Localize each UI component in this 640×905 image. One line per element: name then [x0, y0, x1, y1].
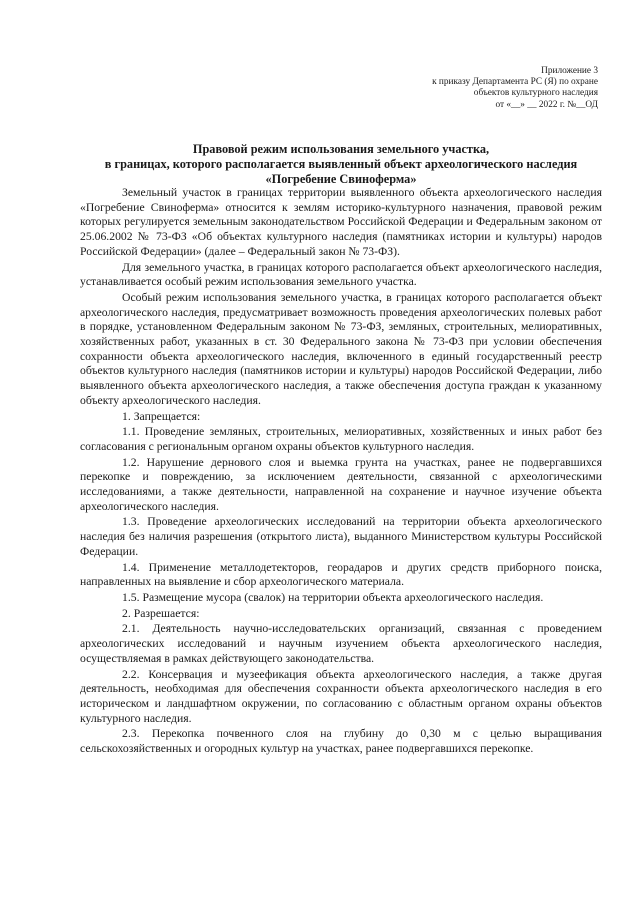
- section-heading: 2. Разрешается:: [122, 606, 200, 620]
- paragraph: 2.2. Консервация и музеефикация объекта археологического наследия, а также другая деятельность, необходимая для обеспечения сохранности объекта археологического наследия в его историческом и ландшафтном окружении, по согласованию с областным органом охраны объектов культурного наследия.: [80, 667, 602, 725]
- paragraph: 1.1. Проведение земляных, строительных, мелиоративных, хозяйственных и иных работ без согласования с региональным органом охраны объектов культурного наследия.: [80, 425, 602, 453]
- document-body: [80, 186, 602, 758]
- title-line-1: Правовой режим использования земельного участка,: [192, 142, 490, 156]
- appendix-number: Приложение 3: [541, 66, 598, 76]
- title-line-3: «Погребение Свиноферма»: [265, 172, 417, 187]
- paragraph: 1.3. Проведение археологических исследований на территории объекта археологического наследия без наличия разрешения (открытого листа), выданного Министерством культуры Российской Федерации.: [80, 515, 602, 558]
- document-title: [80, 142, 602, 188]
- order-reference: к приказу Департамента РС (Я) по охране: [432, 77, 598, 88]
- paragraph: 2.1. Деятельность научно-исследовательских организаций, связанная с проведением археологических исследований и научным изучением объекта археологического наследия, осуществляемая в рамках действующего законодательства.: [80, 622, 602, 665]
- title-line-2: в границах, которого располагается выявленный объект археологического наследия: [104, 157, 578, 172]
- order-reference-cont: объектов культурного наследия: [473, 88, 598, 99]
- paragraph: 2.3. Перекопка почвенного слоя на глубину до 0,30 м с целью выращивания сельскохозяйственных и огородных культур на участках, ранее подвергавшихся перекопке.: [80, 727, 602, 756]
- paragraph: 1.4. Применение металлодетекторов, георадаров и других средств приборного поиска, направленных на выявление и сбор археологического материала.: [80, 560, 602, 589]
- paragraph: 1.5. Размещение мусора (свалок) на территории объекта археологического наследия.: [122, 590, 544, 604]
- order-date-number: от «__» __ 2022 г. №__ОД: [495, 99, 598, 110]
- section-heading: 1. Запрещается:: [122, 409, 201, 423]
- appendix-header: [358, 66, 598, 111]
- paragraph: Особый режим использования земельного участка, в границах которого располагается объект археологического наследия, предусматривает возможность проведения археологических полевых работ в порядке, установленном Федеральным законом № 73-ФЗ, земляных, строительных, мелиоративных, хозяйственных работ, указанных в ст. 30 Федерального закона № 73-ФЗ при условии обеспечения сохранности объекта археологического наследия, включенного в единый государственный реестр объектов культурного наследия (памятников истории и культуры) народов Российской Федерации, либо выявленного объекта археологического наследия, а также обеспечения доступа граждан к указанному объекту археологического наследия.: [80, 290, 602, 407]
- paragraph: Для земельного участка, в границах которого располагается объект археологического наследия, устанавливается особый режим использования земельного участка.: [80, 260, 602, 289]
- paragraph: 1.2. Нарушение дернового слоя и выемка грунта на участках, ранее не подвергавшихся перекопке и повреждению, за исключением деятельности, связанной с археологическими исследованиями, а также деятельности, направленной на сохранение и научное изучение объекта археологического наследия.: [80, 455, 602, 513]
- paragraph: Земельный участок в границах территории выявленного объекта археологического наследия «Погребение Свиноферма» относится к землям историко-культурного назначения, правовой режим которых регулируется земельным законодательством Российской Федерации и Федеральным законом от 25.06.2002 № 73-ФЗ «Об объектах культурного наследия (памятниках истории и культуры) народов Российской Федерации» (далее – Федеральный закон № 73-ФЗ).: [80, 186, 602, 258]
